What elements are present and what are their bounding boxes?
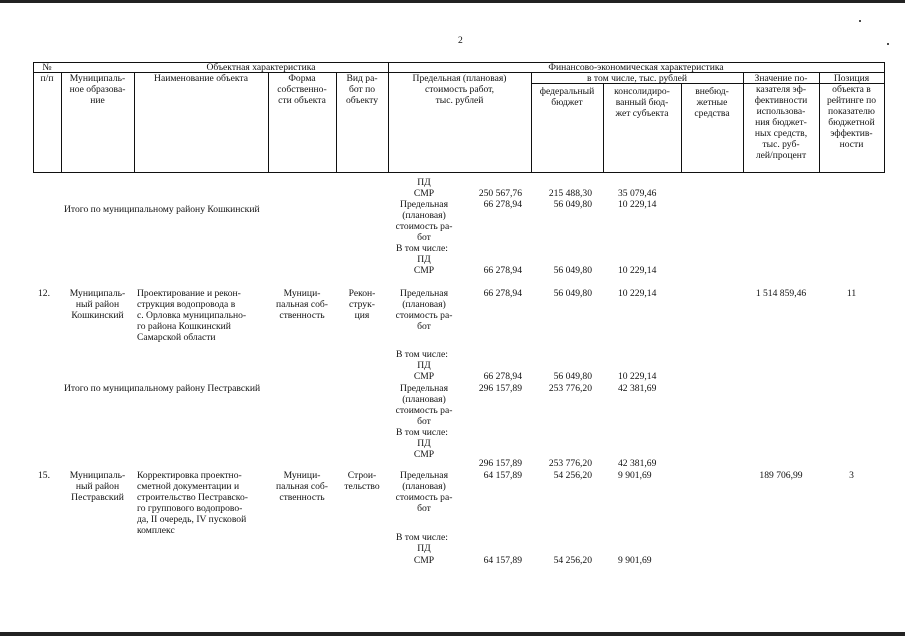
value-federal: 56 049,80 — [553, 371, 592, 382]
header-worktype: объекту — [345, 95, 379, 106]
label-predelnaya: (плановая) — [402, 299, 446, 310]
header-num: п/п — [40, 73, 54, 84]
label-predelnaya: бот — [417, 232, 431, 243]
header-federal: федеральный — [539, 86, 595, 97]
row-object-name: го группового водопрово- — [137, 503, 243, 514]
header-cost: тыс. рублей — [435, 95, 484, 106]
row-worktype: Рекон- — [348, 288, 376, 299]
label-smr: СМР — [413, 449, 435, 460]
value-position: 3 — [849, 470, 854, 481]
value-consolidated: 10 229,14 — [618, 288, 657, 299]
header-efficiency: Значение по- — [754, 73, 808, 84]
row-ownership: пальная соб- — [276, 481, 328, 492]
value-federal: 54 256,20 — [553, 555, 592, 566]
label-predelnaya: бот — [417, 416, 431, 427]
header-consolidated: ванный бюд- — [615, 97, 669, 108]
label-predelnaya: (плановая) — [402, 210, 446, 221]
label-predelnaya: стоимость ра- — [395, 221, 453, 232]
label-v-tom-chisle: В том числе: — [396, 532, 448, 543]
row-municipality: Кошкинский — [71, 310, 124, 321]
value-consolidated: 42 381,69 — [618, 383, 657, 394]
value-total: 64 157,89 — [483, 470, 522, 481]
value-consolidated: 35 079,46 — [618, 188, 657, 199]
header-object-name: Наименование объекта — [154, 73, 248, 84]
label-pd: ПД — [417, 177, 431, 188]
label-predelnaya: (плановая) — [402, 394, 446, 405]
header-efficiency: фективности — [754, 95, 808, 106]
header-ownership: собственно- — [277, 84, 327, 95]
header-offbudget: средства — [694, 108, 730, 119]
value-total: 66 278,94 — [483, 265, 522, 276]
row-object-name: с. Орловка муниципально- — [137, 310, 247, 321]
label-v-tom-chisle: В том числе: — [396, 349, 448, 360]
label-predelnaya: Предельная — [400, 288, 448, 299]
header-group-finance: Финансово-экономическая характеристика — [548, 62, 724, 73]
label-predelnaya: стоимость ра- — [395, 492, 453, 503]
value-federal: 56 049,80 — [553, 265, 592, 276]
header-position: ности — [839, 139, 864, 150]
header-efficiency: ния бюджет- — [755, 117, 807, 128]
label-predelnaya: Предельная — [400, 470, 448, 481]
subtotal-label-koshki: Итого по муниципальному району Кошкинский — [64, 204, 260, 215]
header-including: в том числе, тыс. рублей — [587, 73, 687, 84]
row-ownership: ственность — [279, 492, 325, 503]
label-pd: ПД — [417, 543, 431, 554]
header-efficiency: ных средств, — [754, 128, 808, 139]
header-municipality: Муниципаль- — [69, 73, 126, 84]
scan-speck — [859, 20, 861, 22]
subtotal-label-pestravka: Итого по муниципальному району Пестравский — [64, 383, 261, 394]
row-object-name: струкция водопровода в — [137, 299, 236, 310]
header-position: бюджетной — [828, 117, 875, 128]
row-ownership: Муници- — [283, 288, 321, 299]
row-object-name: Самарской области — [137, 332, 216, 343]
value-total: 296 157,89 — [478, 458, 522, 469]
header-position: объекта в — [832, 84, 871, 95]
header-cost: Предельная (плановая) — [412, 73, 507, 84]
header-worktype: бот по — [348, 84, 376, 95]
header-ownership: Форма — [288, 73, 316, 84]
label-pd: ПД — [417, 360, 431, 371]
value-total: 64 157,89 — [483, 555, 522, 566]
row-worktype: тельство — [344, 481, 380, 492]
row-object-name: комплекс — [137, 525, 175, 536]
value-consolidated: 10 229,14 — [618, 265, 657, 276]
row-ownership: пальная соб- — [276, 299, 328, 310]
row-object-name: строительство Пестравско- — [137, 492, 248, 503]
value-consolidated: 9 901,69 — [618, 470, 652, 481]
header-efficiency: тыс. руб- — [762, 139, 800, 150]
row-object-name: го района Кошкинский — [137, 321, 231, 332]
row-object-name: да, II очередь, IV пусковой — [137, 514, 247, 525]
row-municipality: Пестравский — [71, 492, 124, 503]
label-predelnaya: (плановая) — [402, 481, 446, 492]
value-federal: 56 049,80 — [553, 288, 592, 299]
value-total: 66 278,94 — [483, 199, 522, 210]
header-offbudget: жетные — [696, 97, 728, 108]
row-number: 12. — [38, 288, 50, 299]
label-smr: СМР — [413, 555, 435, 566]
label-pd: ПД — [417, 254, 431, 265]
header-position: эффектив- — [830, 128, 873, 139]
label-predelnaya: Предельная — [400, 199, 448, 210]
row-municipality: Муниципаль- — [69, 288, 126, 299]
value-federal: 215 488,30 — [548, 188, 592, 199]
value-position: 11 — [846, 288, 857, 299]
header-municipality: ние — [90, 95, 105, 106]
value-total: 66 278,94 — [483, 288, 522, 299]
header-efficiency: лей/процент — [755, 150, 807, 161]
row-ownership: ственность — [279, 310, 325, 321]
label-predelnaya: стоимость ра- — [395, 405, 453, 416]
top-border — [0, 0, 905, 3]
row-ownership: Муници- — [283, 470, 321, 481]
row-worktype: Строи- — [347, 470, 377, 481]
page-number: 2 — [458, 35, 463, 46]
value-consolidated: 9 901,69 — [618, 555, 652, 566]
scan-speck — [887, 43, 889, 45]
row-municipality: ный район — [75, 481, 120, 492]
label-predelnaya: бот — [417, 503, 431, 514]
label-predelnaya: бот — [417, 321, 431, 332]
value-total: 296 157,89 — [478, 383, 522, 394]
row-worktype: струк- — [349, 299, 375, 310]
header-federal: бюджет — [551, 97, 583, 108]
value-efficiency: 189 706,99 — [759, 470, 803, 481]
header-consolidated: консолидиро- — [614, 86, 670, 97]
row-object-name: Корректировка проектно- — [137, 470, 242, 481]
label-predelnaya: Предельная — [400, 383, 448, 394]
header-municipality: ное образова- — [69, 84, 126, 95]
value-federal: 253 776,20 — [548, 458, 592, 469]
header-position: показателю — [828, 106, 875, 117]
header-cost: стоимость работ, — [424, 84, 495, 95]
value-consolidated: 42 381,69 — [618, 458, 657, 469]
row-object-name: Проектирование и рекон- — [137, 288, 241, 299]
label-v-tom-chisle: В том числе: — [396, 243, 448, 254]
value-total: 66 278,94 — [483, 371, 522, 382]
label-predelnaya: стоимость ра- — [395, 310, 453, 321]
header-efficiency: использова- — [756, 106, 806, 117]
header-position: рейтинге по — [826, 95, 877, 106]
value-efficiency: 1 514 859,46 — [755, 288, 807, 299]
value-federal: 54 256,20 — [553, 470, 592, 481]
label-smr: СМР — [413, 371, 435, 382]
value-consolidated: 10 229,14 — [618, 199, 657, 210]
header-position: Позиция — [833, 73, 870, 84]
row-municipality: Муниципаль- — [69, 470, 126, 481]
header-offbudget: внебюд- — [695, 86, 729, 97]
row-object-name: сметной документации и — [137, 481, 240, 492]
header-worktype: Вид ра- — [346, 73, 378, 84]
row-number: 15. — [38, 470, 50, 481]
header-ownership: сти объекта — [278, 95, 326, 106]
header-efficiency: казателя эф- — [755, 84, 807, 95]
row-worktype: ция — [354, 310, 370, 321]
label-smr: СМР — [413, 265, 435, 276]
value-total: 250 567,76 — [478, 188, 522, 199]
row-municipality: ный район — [75, 299, 120, 310]
value-federal: 56 049,80 — [553, 199, 592, 210]
header-group-object: Объектная характеристика — [206, 62, 316, 73]
value-consolidated: 10 229,14 — [618, 371, 657, 382]
label-smr: СМР — [413, 188, 435, 199]
value-federal: 253 776,20 — [548, 383, 592, 394]
header-num: № — [42, 62, 52, 73]
label-v-tom-chisle: В том числе: — [396, 427, 448, 438]
header-consolidated: жет субъекта — [615, 108, 669, 119]
label-pd: ПД — [417, 438, 431, 449]
bottom-border — [0, 632, 905, 636]
